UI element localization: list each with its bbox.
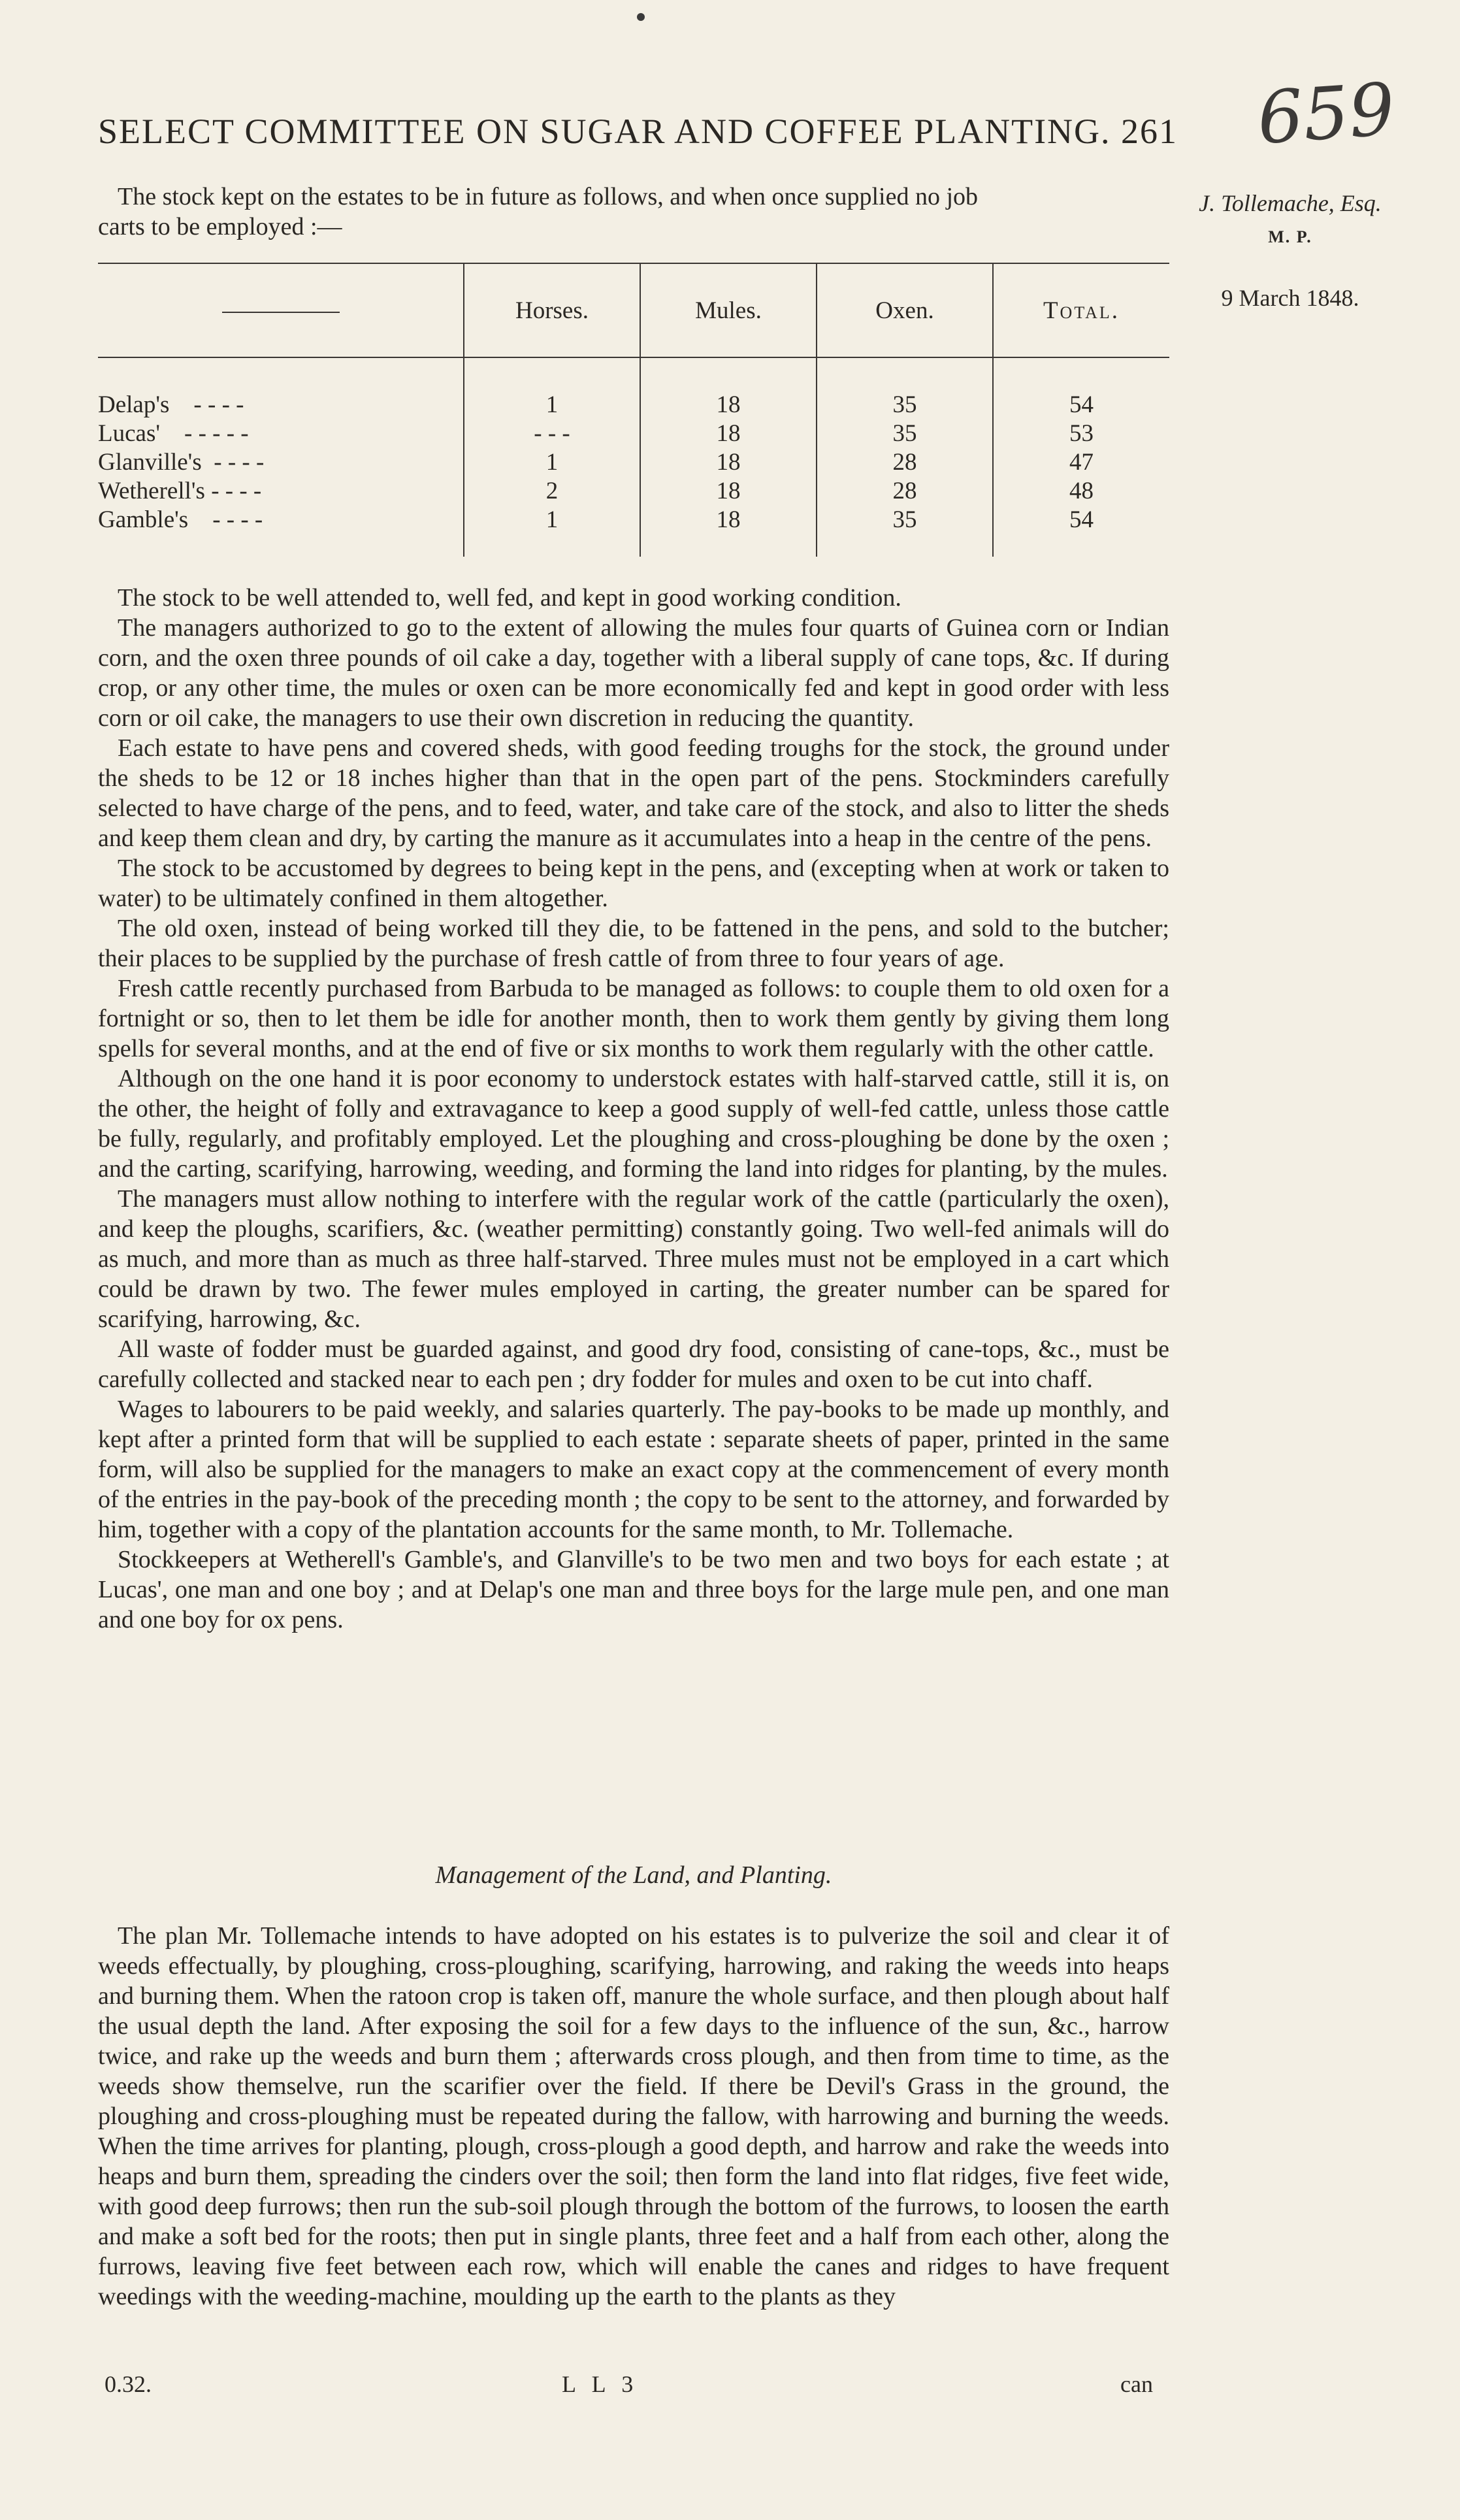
running-header: SELECT COMMITTEE ON SUGAR AND COFFEE PLANTING. 261: [98, 112, 1178, 151]
stock-table: [98, 263, 1169, 557]
total-cell: 48: [993, 477, 1169, 506]
oxen-cell: 28: [817, 448, 993, 477]
paragraph: The managers authorized to go to the extent of allowing the mules four quarts of Guinea corn or Indian corn, and the oxen three pounds of oil cake a day, together with a liberal supply of cane tops, &c. If during crop, or any other time, the mules or oxen can be more economically fed and kept in good order with less corn or oil cake, the managers to use their own discretion in reducing the quantity.: [98, 614, 1169, 732]
estate-name: Glanville's - - - -: [98, 449, 265, 476]
horses-cell: 1: [464, 448, 640, 477]
footer-paper-number: 0.32.: [105, 2371, 152, 2397]
total-cell: 53: [993, 419, 1169, 448]
horses-column-header: Horses.: [464, 263, 640, 357]
land-management-text: [98, 1921, 1169, 2312]
witness-title: M. P.: [1268, 227, 1312, 246]
witness-name: J. Tollemache, Esq.: [1199, 190, 1382, 216]
mules-cell: 18: [640, 506, 817, 557]
stock-table-header-row: [98, 263, 1169, 357]
intro-line-2: carts to be employed :—: [98, 213, 342, 240]
paragraph: The plan Mr. Tollemache intends to have adopted on his estates is to pulverize the soil and clear it of weeds effectually, by ploughing, cross-ploughing, scarifying, harrowing, and raking the weeds into heaps and burning them. When the ratoon crop is taken off, manure the whole surface, and then plough about half the usual depth the land. After exposing the soil for a few days to the influence of the sun, &c., harrow twice, and rake up the weeds and burn them ; afterwards cross plough, and then from time to time, as the weeds show themselve, run the scarifier over the field. If there be Devil's Grass in the ground, the ploughing and cross-ploughing must be repeated during the fallow, with harrowing and burning the weeds. When the time arrives for planting, plough, cross-plough a good depth, and harrow and rake the weeds into heaps and burn them, spreading the cinders over the soil; then form the land into flat ridges, five feet wide, with good deep furrows; then run the sub-soil plough through the bottom of the furrows, to loosen the earth and make a soft bed for the roots; then put in single plants, three feet and a half from each other, along the furrows, leaving five feet between each row, which will enable the canes and ridges to have frequent weedings with the weeding-machine, moulding up the earth to the plants as they: [98, 1922, 1169, 2310]
paragraph: Wages to labourers to be paid weekly, and salaries quarterly. The pay-books to be made up monthly, and kept after a printed form that will be supplied to each estate : separate sheets of paper, printed in the same form, will also be supplied for the managers to make an exact copy at the commencement of every month of the entries in the pay-book of the preceding month ; the copy to be sent to the attorney, and forwarded by him, together with a copy of the plantation accounts for the same month, to Mr. Tollemache.: [98, 1396, 1169, 1543]
header-dash-rule: [222, 312, 340, 313]
footer-catchword: can: [1120, 2371, 1153, 2397]
evidence-date: 9 March 1848.: [1221, 285, 1359, 311]
oxen-cell: 28: [817, 477, 993, 506]
table-row: [98, 448, 1169, 477]
total-cell: 47: [993, 448, 1169, 477]
horses-cell: 1: [464, 506, 640, 557]
estate-name: Delap's - - - -: [98, 391, 244, 418]
ink-dot: [637, 13, 645, 21]
total-cell: 54: [993, 357, 1169, 419]
handwritten-folio-number: 659: [1254, 67, 1398, 161]
table-row: [98, 419, 1169, 448]
horses-cell: - - -: [464, 419, 640, 448]
paragraph: The stock to be accustomed by degrees to being kept in the pens, and (excepting when at work or taken to water) to be ultimately confined in them altogether.: [98, 855, 1169, 912]
mules-cell: 18: [640, 448, 817, 477]
paragraph: The old oxen, instead of being worked till they die, to be fattened in the pens, and sold to the butcher; their places to be supplied by the purchase of fresh cattle of from three to four years of age.: [98, 915, 1169, 972]
paragraph: All waste of fodder must be guarded against, and good dry food, consisting of cane-tops, &c., must be carefully collected and stacked near to each pen ; dry fodder for mules and oxen to be cut into chaff.: [98, 1335, 1169, 1393]
stock-management-text: [98, 583, 1169, 1635]
mules-cell: 18: [640, 357, 817, 419]
oxen-cell: 35: [817, 357, 993, 419]
mules-cell: 18: [640, 477, 817, 506]
paragraph: The stock to be well attended to, well fed, and kept in good working condition.: [118, 584, 901, 612]
estate-name: Wetherell's - - - -: [98, 478, 262, 504]
table-row: [98, 357, 1169, 419]
section-heading: Management of the Land, and Planting.: [435, 1861, 832, 1889]
total-cell: 54: [993, 506, 1169, 557]
mules-column-header: Mules.: [640, 263, 817, 357]
table-row: [98, 477, 1169, 506]
paragraph: Stockkeepers at Wetherell's Gamble's, and Glanville's to be two men and two boys for each estate ; at Lucas', one man and one boy ; and at Delap's one man and three boys for the large mule pen, and one man and one boy for ox pens.: [98, 1546, 1169, 1633]
paragraph: The managers must allow nothing to interfere with the regular work of the cattle (particularly the oxen), and keep the ploughs, scarifiers, &c. (weather permitting) constantly going. Two well-fed animals will do as much, and more than as much as three half-starved. Three mules must not be employed in a cart which could be drawn by two. The fewer mules employed in carting, the greater number can be spared for scarifying, harrowing, &c.: [98, 1185, 1169, 1333]
intro-paragraph: [98, 182, 1169, 242]
paragraph: Although on the one hand it is poor economy to understock estates with half-starved cattle, still it is, on the other, the height of folly and extravagance to keep a good supply of well-fed cattle, unless those cattle be fully, regularly, and profitably employed. Let the ploughing and cross-ploughing be done by the oxen ; and the carting, scarifying, harrowing, weeding, and forming the land into ridges for planting, by the mules.: [98, 1065, 1169, 1183]
estate-name: Lucas' - - - - -: [98, 420, 249, 447]
total-column-header: Total.: [993, 263, 1169, 357]
oxen-cell: 35: [817, 506, 993, 557]
estate-name: Gamble's - - - -: [98, 506, 263, 533]
horses-cell: 1: [464, 357, 640, 419]
oxen-column-header: Oxen.: [817, 263, 993, 357]
intro-line-1: The stock kept on the estates to be in future as follows, and when once supplied no job: [118, 183, 979, 210]
footer-signature-mark: L L 3: [562, 2371, 639, 2397]
paragraph: Each estate to have pens and covered sheds, with good feeding troughs for the stock, the ground under the sheds to be 12 or 18 inches higher than that in the open part of the pens. Stockminders carefully selected to have charge of the pens, and to feed, water, and take care of the stock, and also to litter the sheds and keep them clean and dry, by carting the manure as it accumulates into a heap in the centre of the pens.: [98, 734, 1169, 852]
paragraph: Fresh cattle recently purchased from Barbuda to be managed as follows: to couple them to old oxen for a fortnight or so, then to let them be idle for another month, then to work them gently by giving them long spells for several months, and at the end of five or six months to work them regularly with the other cattle.: [98, 975, 1169, 1062]
table-row: [98, 506, 1169, 557]
estate-column-header: [98, 263, 464, 357]
horses-cell: 2: [464, 477, 640, 506]
mules-cell: 18: [640, 419, 817, 448]
oxen-cell: 35: [817, 419, 993, 448]
